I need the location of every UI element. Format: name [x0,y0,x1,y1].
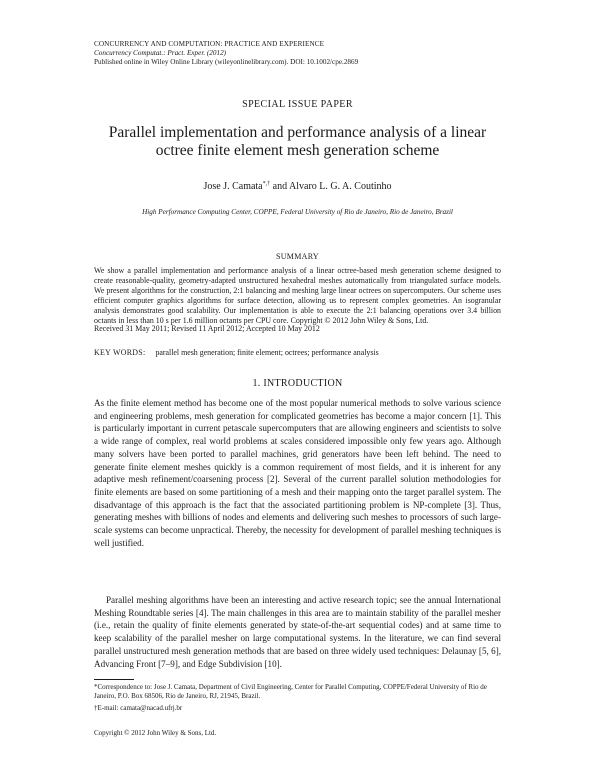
author-list [0,181,595,192]
other-authors: and Alvaro L. G. A. Coutinho [270,181,392,192]
first-author: Jose J. Camata [203,181,263,192]
summary-heading: SUMMARY [275,252,319,261]
footnote-email: †E-mail: camata@nacad.ufrj.br [94,704,183,712]
publication-info: Published online in Wiley Online Library (wileyonlinelibrary.com). DOI: 10.1002/cpe.2869 [94,58,359,66]
received-dates: Received 31 May 2011; Revised 11 April 2012; Accepted 10 May 2012 [94,324,320,333]
keywords-text: parallel mesh generation; finite element; octrees; performance analysis [155,348,379,357]
copyright-notice: Copyright © 2012 John Wiley & Sons, Ltd. [94,729,217,737]
affiliation: High Performance Computing Center, COPPE, Federal University of Rio de Janeiro, Rio de Janeiro, Brazil [142,208,453,216]
author-marks: *,† [262,181,271,187]
keywords-label: KEY WORDS: [94,348,146,357]
journal-citation: Concurrency Computat.: Pract. Exper. (2012) [94,49,227,57]
body-paragraph: As the finite element method has become one of the most popular numerical methods to solve various science and engineering problems, mesh generation for complicated geometries has become a major concern [1]. This is particularly important in current petascale supercomputers that are allowing engineers and scientists to solve a wide range of complex, real world problems at scales considered impossible only few years ago. Although many solvers have been ported to parallel machines, grid generators have been left behind. The need to generate finite element meshes quickly is a common requirement of most fields, and it is inherent for any adaptive mesh refinement/coarsening process [2]. Several of the current parallel solution methodologies for finite elements are based on some partitioning of a mesh and their mapping onto the target parallel system. The disadvantage of this approach is the fact that the associated partitioning problem is NP-complete [3]. Thus, generating meshes with billions of nodes and elements and delivering such meshes to processors of such large-scale systems can become unpractical. Thereby, the necessity for development of parallel meshing techniques is well justified. [94,398,501,548]
body-paragraph: Parallel meshing algorithms have been an interesting and active research topic; see the annual International Meshing Roundtable series [4]. The main challenges in this area are to maintain stability of the parallel mesher (i.e., retain the quality of finite elements generated by state-of-the-art sequential codes) and at same time to keep scalability of the parallel mesher on large computational systems. In the literature, we can find several parallel unstructured mesh generation methods that are based on three widely used techniques: Delaunay [5, 6], Advancing Front [7–9], and Edge Subdivision [10]. [94,595,501,669]
paper-type: SPECIAL ISSUE PAPER [242,99,353,110]
keywords [94,348,379,357]
journal-name: CONCURRENCY AND COMPUTATION: PRACTICE AND EXPERIENCE [94,40,325,48]
summary-text: We show a parallel implementation and performance analysis of a linear octree-based mesh generation scheme designed to create reasonable-quality, geometry-adapted unstructured hexahedral meshes automatically from triangulated surface models. We present algorithms for the construction, 2:1 balancing and meshing large linear octrees on supercomputers. Our scheme uses efficient computer graphics algorithms for surface detection, allowing us to represent complex geometries. An isogranular analysis demonstrates good scalability. Our implementation is able to execute the 2:1 balancing operations over 3.4 billion octants in less than 10 s per 1.6 million octants per CPU core. Copyright © 2012 John Wiley & Sons, Ltd. [94,266,501,326]
paper-title: Parallel implementation and performance analysis of a linear octree finite element mesh generation scheme [108,124,487,159]
footnote-rule [94,679,134,680]
section-heading: 1. INTRODUCTION [252,378,343,389]
footnote-correspondence: *Correspondence to: Jose J. Camata, Department of Civil Engineering, Center for Parallel Computing, COPPE/Federal University of Rio de Janeiro, P.O. Box 68506, Rio de Janeiro, RJ, 21945, Brazil. [94,683,487,700]
